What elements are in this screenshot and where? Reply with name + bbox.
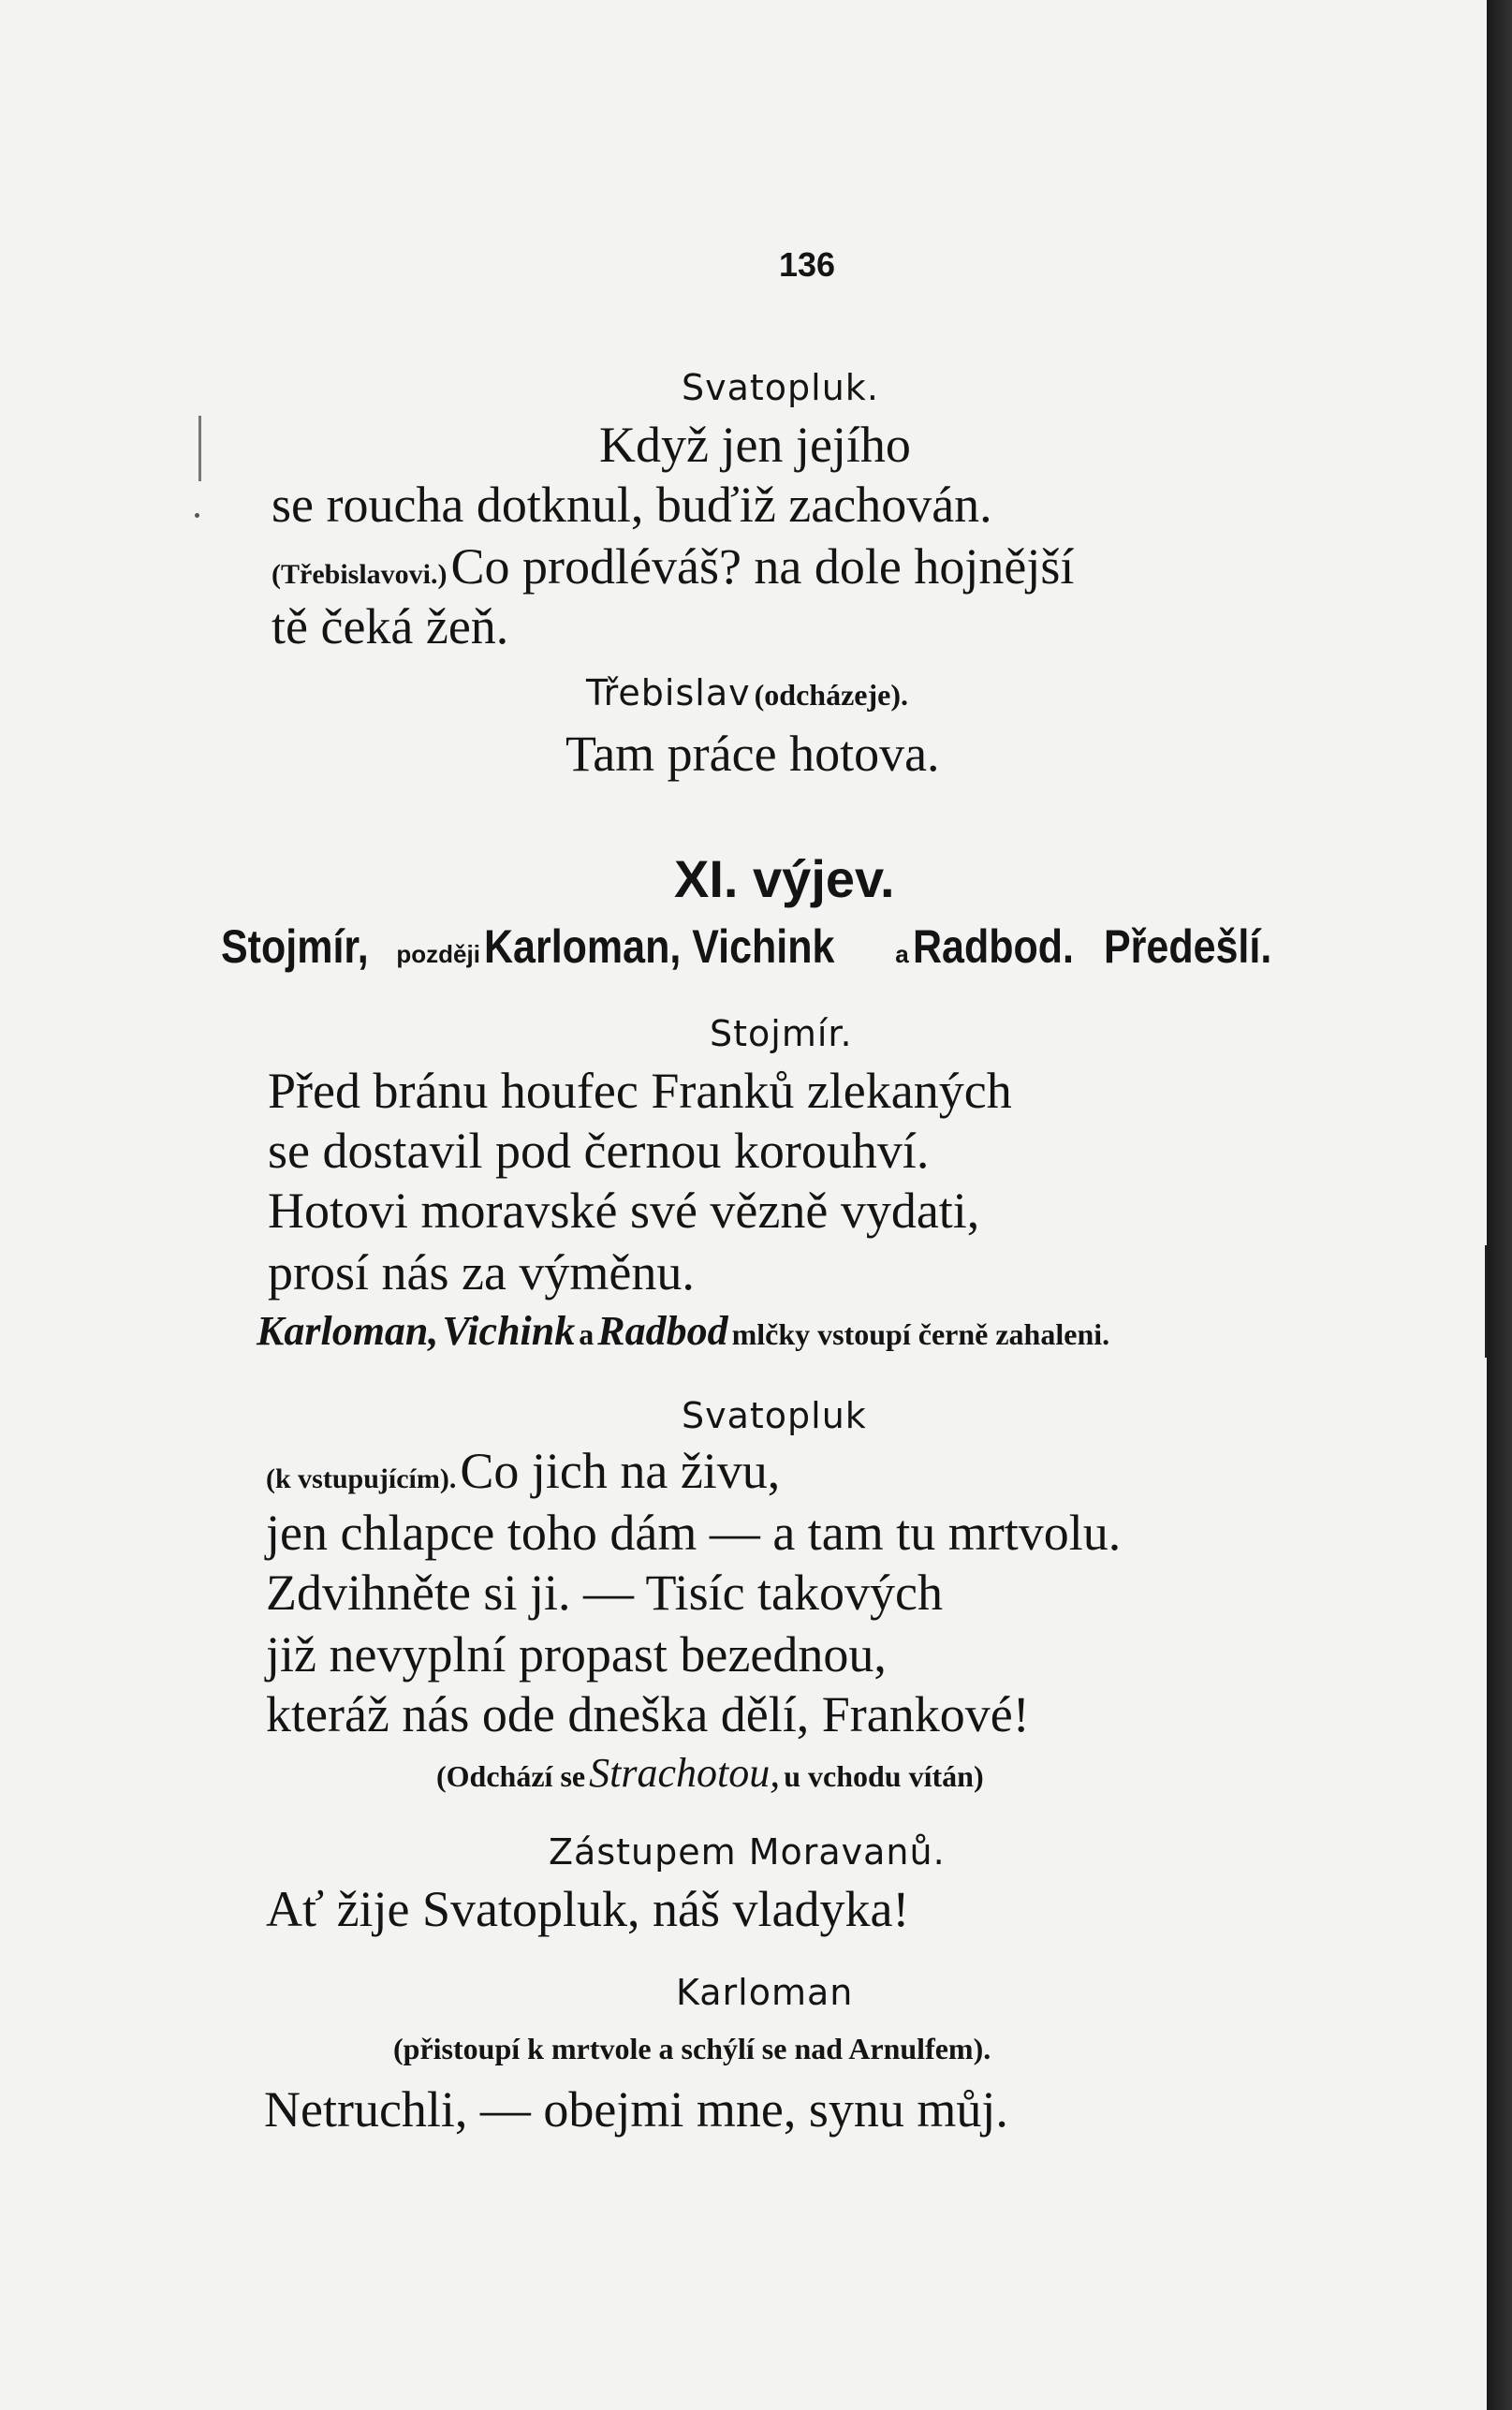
cast-name: Stojmír, — [221, 920, 369, 973]
stage-direction: (odcházeje). — [754, 678, 908, 712]
scan-speck — [195, 513, 199, 518]
verse-line: prosí nás za výměnu. — [268, 1244, 695, 1301]
stage-direction: (Třebislavovi.) — [272, 559, 448, 590]
verse-line-with-direction — [266, 1442, 780, 1500]
verse-text: Co prodléváš? na dole hojnější — [450, 538, 1075, 595]
character-name: Vichink — [442, 1308, 576, 1354]
stage-text: mlčky vstoupí černě zahaleni. — [731, 1317, 1110, 1351]
speaker-stojmir: Stojmír. — [710, 1013, 853, 1054]
character-name: Karloman, — [257, 1308, 439, 1354]
speaker-svatopluk: Svatopluk — [682, 1395, 867, 1436]
verse-line: Když jen jejího — [599, 417, 911, 473]
stage-direction: (přistoupí k mrtvole a schýlí se nad Arnulfem). — [393, 2032, 991, 2065]
stage-direction: (k vstupujícím). — [266, 1463, 457, 1494]
verse-line: kteráž nás ode dneška dělí, Frankové! — [266, 1686, 1030, 1742]
cast-connector: později — [396, 940, 480, 968]
verse-line: se dostavil pod černou korouhví. — [268, 1123, 930, 1179]
verse-line: Zdvihněte si ji. — Tisíc takových — [266, 1565, 943, 1621]
page-edge-shadow — [1487, 0, 1512, 2410]
character-name: Strachotou, — [589, 1750, 781, 1796]
connector: a — [579, 1317, 595, 1351]
scene-title: XI. výjev. — [674, 849, 895, 908]
scene-cast — [221, 919, 1299, 974]
speaker-svatopluk: Svatopluk. — [682, 367, 879, 408]
scan-mark — [198, 416, 201, 481]
verse-line-with-direction — [272, 537, 1074, 595]
stage-direction-line — [436, 1749, 984, 1797]
cast-name: Karloman, Vichink — [483, 920, 835, 973]
verse-line: jen chlapce toho dám — a tam tu mrtvolu. — [266, 1505, 1122, 1561]
speaker-trebislav: Třebislav — [586, 672, 751, 713]
speaker-line — [586, 672, 908, 713]
speaker-crowd: Zástupem Moravanů. — [549, 1831, 946, 1873]
cast-name: Radbod. — [912, 920, 1074, 973]
stage-direction-line — [257, 1307, 1109, 1355]
stage-text: (Odchází se — [436, 1759, 586, 1793]
verse-line: Netruchli, — obejmi mne, synu můj. — [264, 2081, 1008, 2138]
page-number: 136 — [779, 245, 836, 284]
verse-line: Ať žije Svatopluk, náš vladyka! — [266, 1881, 910, 1937]
verse-text: Co jich na živu, — [460, 1443, 781, 1499]
verse-line: Tam práce hotova. — [565, 726, 940, 782]
stage-text: u vchodu vítán) — [784, 1759, 984, 1793]
cast-connector: a — [895, 940, 909, 968]
character-name: Radbod — [597, 1308, 728, 1354]
verse-line: již nevyplní propast bezednou, — [266, 1626, 887, 1683]
verse-line: Před bránu houfec Franků zlekaných — [268, 1063, 1012, 1119]
cast-name: Předešlí. — [1103, 920, 1271, 973]
verse-line: se roucha dotknul, buďiž zachován. — [272, 477, 992, 533]
speaker-karloman: Karloman — [676, 1972, 854, 2013]
verse-line: tě čeká žeň. — [272, 598, 509, 654]
verse-line: Hotovi moravské své vězně vydati, — [268, 1183, 980, 1239]
